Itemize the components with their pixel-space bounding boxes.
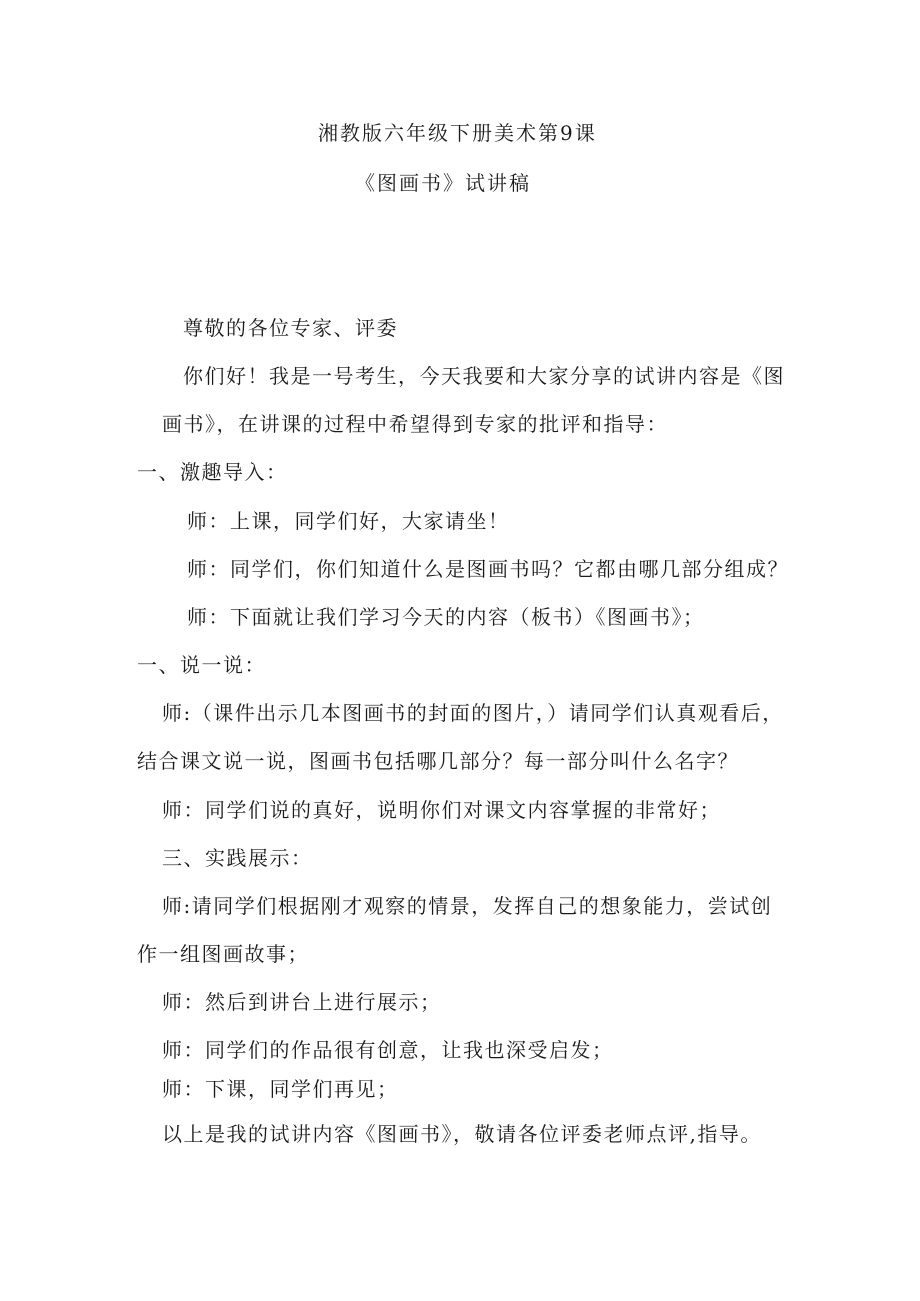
dialogue-line: 师：下课，同学们再见； (162, 1077, 399, 1101)
dialogue-line: 师：同学们说的真好，说明你们对课文内容掌握的非常好； (162, 798, 721, 822)
intro-line-2: 画书》，在讲课的过程中希望得到专家的批评和指导： (162, 412, 668, 436)
dialogue-continuation: 作一组图画故事； (137, 942, 309, 966)
dialogue-line: 师:（课件出示几本图画书的封面的图片，）请同学们认真观看后， (162, 701, 784, 725)
section-heading-3: 三、实践展示： (162, 846, 313, 870)
intro-line-1: 你们好！我是一号考生，今天我要和大家分享的试讲内容是《图 (183, 364, 785, 388)
dialogue-line: 师：下面就让我们学习今天的内容（板书）《图画书》； (187, 605, 705, 629)
dialogue-line: 师：然后到讲台上进行展示； (162, 990, 442, 1014)
dialogue-line: 师：同学们，你们知道什么是图画书吗？它都由哪几部分组成？ (187, 557, 789, 581)
closing-line: 以上是我的试讲内容《图画书》，敬请各位评委老师点评,指导。 (162, 1122, 762, 1146)
dialogue-line: 师：同学们的作品很有创意，让我也深受启发； (162, 1038, 614, 1062)
dialogue-line: 师：上课，同学们好，大家请坐！ (187, 509, 510, 533)
dialogue-continuation: 结合课文说一说，图画书包括哪几部分？每一部分叫什么名字？ (137, 749, 739, 773)
document-title-line2: 《图画书》试讲稿 (355, 171, 531, 195)
dialogue-line: 师:请同学们根据刚才观察的情景，发挥自己的想象能力，尝试创 (162, 894, 773, 918)
section-heading-2: 一、说一说： (137, 653, 266, 677)
section-heading-1: 一、激趣导入： (137, 460, 288, 484)
greeting-line: 尊敬的各位专家、评委 (183, 316, 398, 340)
document-title-line1: 湘教版六年级下册美术第9课 (318, 121, 597, 145)
